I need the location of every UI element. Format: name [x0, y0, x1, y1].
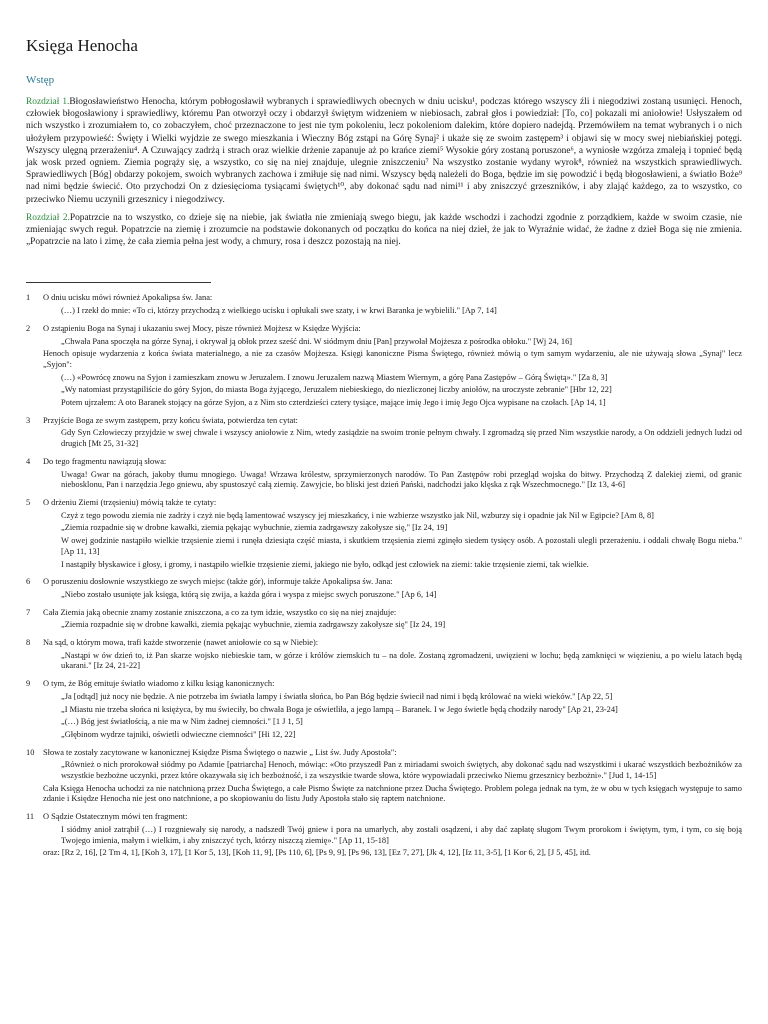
- footnote-quote: „Wy natomiast przystąpiliście do góry Syjon, do miasta Boga żyjącego, Jeruzalem niebieskiego, do niezliczonej liczby aniołów, na uroczyste zebranie" [Hbr 12, 22]: [61, 385, 612, 395]
- footnote-number: 4: [26, 456, 31, 466]
- footnote-body: [43, 638, 742, 674]
- footnote: [26, 324, 742, 411]
- footnotes: [26, 293, 742, 861]
- footnote-intro: O dniu ucisku mówi również Apokalipsa św. Jana:: [43, 293, 213, 303]
- footnote-quote: Czyż z tego powodu ziemia nie zadrży i czyż nie będą lamentować wszyscy jej mieszkańcy, i nie wzbierze wszystko jak Nil, wzburzy się i opadnie jak Nil w Egipcie? [Am 8, 8]: [61, 510, 654, 520]
- footnote-intro: O tym, że Bóg emituje światło wiadomo z kilku ksiąg kanonicznych:: [43, 679, 275, 689]
- footnote-number: 8: [26, 638, 31, 648]
- chapter-paragraph: [26, 96, 742, 206]
- footnote-quote: „Również o nich prorokował siódmy po Adamie [patriarcha] Henoch, mówiąc: «Oto przyszedł Pan z miriadami swoich świętych, aby dokonać sądu nad wszystkimi i ukarać wszystkich bezbożników za wszystkie bezbożne uczynki, przez które okazywała się ich bezbożność, i za wszystkie twarde słowa, które wypowiadali przeciwko Niemu grzesznicy bezbożni»." [Jud 1, 14-15]: [61, 760, 742, 781]
- chapter-text: Błogosławieństwo Henocha, którym pobłogosławił wybranych i sprawiedliwych obecnych w dniu ucisku¹, podczas którego wszyscy źli i niegodziwi zostaną usunięci. Henoch, człowiek błogosławiony i sprawiedliwy, któremu Pan otworzył oczy i obdarzył świętym widzeniem w niebiosach, zabrał głos i powiedział: [To, co] pokazali mi aniołowie! Usłyszałem od nich wszystko i zrozumiałem to, co zobaczyłem, choć przeznaczone to jest nie tym pokoleniu, lecz pokoleniom dalekim, które dopiero nadejdą. Przemówiłem na temat wybranych i o nich ułożyłem przypowieść: Święty i Wielki wyjdzie ze swego mieszkania i Wieczny Bóg zstąpi na Górę Synaj² i ukaże się ze swoim zastępem³ i objawi się w mocy swej niebiańskiej potęgi. Wszyscy ulęgną przerażeniu⁴. A Czuwający zadrżą i strach oraz wielkie drżenie zapanuje aż po krańce ziemi⁵ Wysokie góry zostaną poruszone⁶, a wyniosłe wzgórza zmaleją i topnieć będą jak wosk przed ogniem. Ziemia pogrąży się, a wszystko, co się na niej znajduje, ulegnie zniszczeniu⁷ Na wszystko zostanie wydany wyrok⁸, również na wszystkich sprawiedliwych. Sprawiedliwych [Bóg] obdarzy pokojem, swoich wybranych zachowa i zmiłuje się nad nimi. Wszyscy będą należeli do Boga, będzie im się powodzić i będą błogosławieni, a światło Boże⁹ nad nimi będzie świecić. Oto przychodzi On z dziesięcioma tysiącami świętych¹⁰, aby dokonać sądu nad nimi¹¹ i aby zniszczyć grzeszników, i aby zlająć każdego, za to wszystko, co przeciwko Niemu uczynili grzesznicy i niegodziwcy.: [26, 97, 742, 205]
- footnote-body: [43, 679, 742, 743]
- footnote-number: 7: [26, 607, 31, 617]
- footnote-body: [43, 293, 742, 318]
- footnote-quote: „Nastąpi w ów dzień to, iż Pan skarze wojsko niebieskie tam, w górze i królów ziemskich tu – na dole. Zostaną zgromadzeni, uwięzieni w lochu; będą zamknięci w więzieniu, a po wielu latach będą ukarani." [Iz 24, 21-22]: [61, 650, 742, 671]
- footnote-quote: „Chwała Pana spoczęła na górze Synaj, i okrywał ją obłok przez sześć dni. W siódmym dniu [Pan] przywołał Mojżesza z pośrodka obłoku." [Wj 24, 16]: [61, 336, 573, 346]
- footnote-body: [43, 577, 742, 602]
- footnote-intro: O zstąpieniu Boga na Synaj i ukazaniu swej Mocy, pisze również Mojżesz w Księdze Wyjścia:: [43, 323, 361, 333]
- footnote: [26, 457, 742, 493]
- document-title: Księga Henocha: [26, 36, 138, 55]
- footnote-para: Cała Księga Henocha uchodzi za nie natchnioną przez Ducha Świętego, a całe Pismo Święte za natchnione przez Ducha Świętego. Problem polega jednak na tym, że w obu w tych księgach występuje to samo zdanie i Księdze Henocha nie jest ono natchnione, a po skopiowaniu do listu Judy Apostoła stało się raptem natchnione.: [43, 783, 742, 804]
- footnote-quote: „Niebo zostało usunięte jak księga, którą się zwija, a każda góra i wyspa z miejsc swych poruszone." [Ap 6, 14]: [61, 589, 437, 599]
- footnote-intro: Do tego fragmentu nawiązują słowa:: [43, 456, 167, 466]
- chapters: [26, 96, 742, 248]
- footnote-quote: Uwaga! Gwar na górach, jakoby tłumu mnogiego. Uwaga! Wrzawa królestw, sprzymierzonych narodów. To Pan Zastępów robi przegląd wojska do bitwy. Przychodzą Z dalekiej ziemi, od granic niebosklonu, Pan i narzędzia Jego gniewu, aby spustoszyć całą ziemię. Zawyjcie, bo bliski jest dzień Pański, nadchodzi jako klęska z rąk Wszechmocnego." [Iz 13, 4-6]: [61, 469, 742, 490]
- footnote-number: 1: [26, 293, 31, 303]
- footnote-quote: Potem ujrzałem: A oto Baranek stojący na górze Syjon, a z Nim sto czterdzieści cztery tysiące, mające imię Jego i imię Jego Ojca wypisane na czołach. [Ap 14, 1]: [61, 398, 606, 408]
- footnote-number: 5: [26, 497, 31, 507]
- footnote-quote: „(…) Bóg jest światłością, a nie ma w Nim żadnej ciemności." [1 J 1, 5]: [61, 717, 303, 727]
- chapter-text: Popatrzcie na to wszystko, co dzieje się na niebie, jak światła nie zmieniają swego biegu, jak każde wschodzi i zachodzi zgodnie z porządkiem, każde w swoim czasie, nie zmieniając swych reguł. Popatrzcie na ziemię i zrozumcie na podstawie dokonanych od początku do końca na niej dzieł, że jak to Wyraźnie widać, że żadne z dzieł Boga się nie zmienia. „Popatrzcie na lato i zimę, że cała ziemia pełna jest wody, a chmury, rosa i deszcz pozostają na niej.: [26, 212, 742, 248]
- footnote-para: oraz: [Rz 2, 16], [2 Tm 4, 1], [Koh 3, 17], [1 Kor 5, 13], [Koh 11, 9], [Ps 110, 6], [Ps 9, 9], [Ps 96, 13], [Ez 7, 27], [Jk 4, 12], [Iz 11, 3-5], [1 Kor 6, 2], [J 5, 45], itd.: [43, 848, 591, 858]
- footnote-intro: Cała Ziemia jaką obecnie znamy zostanie zniszczona, a co za tym idzie, wszystko co się na niej znajduje:: [43, 607, 397, 617]
- footnote-intro: Słowa te zostały zacytowane w kanonicznej Księdze Pisma Świętego o nazwie „ List św. Judy Apostoła":: [43, 747, 397, 757]
- footnote-para: Henoch opisuje wydarzenia z końca świata materialnego, a nie za czasów Mojżesza. Księgi kanoniczne Pisma Świętego, również mówią o tym samym wydarzeniu, ale nie używają słowa „Synaj" lecz „Syjon":: [43, 349, 742, 369]
- footnote-number: 2: [26, 323, 31, 333]
- footnote-quote: „Ja [odtąd] już nocy nie będzie. A nie potrzeba im światła lampy i światła słońca, bo Pan Bóg będzie świecił nad nimi i będą królować na wieki wieków." [Ap 22, 5]: [61, 691, 613, 701]
- footnote-number: 9: [26, 679, 31, 689]
- footnote-intro: O poruszeniu dosłownie wszystkiego ze swych miejsc (także gór), informuje także Apokalipsa św. Jana:: [43, 577, 393, 587]
- footnote-quote: (…) I rzekł do mnie: «To ci, którzy przychodzą z wielkiego ucisku i opłukali swe szaty, i w krwi Baranka je wybielili." [Ap 7, 14]: [61, 306, 497, 316]
- footnote: [26, 679, 742, 743]
- footnote-body: [43, 608, 742, 633]
- footnote-quote: „Głębinom wydrze tajniki, oświetli odwieczne ciemności" [Hi 12, 22]: [61, 729, 296, 739]
- footnote-intro: O drżeniu Ziemi (trzęsieniu) mówią także te cytaty:: [43, 497, 217, 507]
- footnote-body: [43, 498, 742, 572]
- footnote-quote: (…) «Powrócę znowu na Syjon i zamieszkam znowu w Jeruzalem. I znowu Jeruzalem nazwą Miastem Wiernym, a górę Pana Zastępów – Górą Świętą»." [Za 8, 3]: [61, 372, 608, 382]
- footnote-intro: O Sądzie Ostatecznym mówi ten fragment:: [43, 812, 188, 822]
- footnote: [26, 416, 742, 452]
- footnote-divider: [26, 282, 211, 283]
- footnote-quote: „I Miastu nie trzeba słońca ni księżyca, by mu świeciły, bo chwała Boga je oświetliła, a jego lampą – Baranek. I w Jego świetle będą chodziły narody" [Ap 21, 23-24]: [61, 704, 618, 714]
- footnote: [26, 748, 742, 808]
- footnote-number: 11: [26, 812, 35, 822]
- chapter-paragraph: [26, 212, 742, 249]
- footnote-quote: „Ziemia rozpadnie się w drobne kawałki, ziemia pękając wybuchnie, ziemia zadrgawszy zakołysze się" [Iz 24, 19]: [61, 620, 446, 630]
- footnote-quote: W owej godzinie nastąpiło wielkie trzęsienie ziemi i runęła dziesiąta część miasta, i skutkiem trzęsienia ziemi zginęło siedem tysięcy osób. A pozostali ulegli przerażeniu. i oddali chwałę Bogu nieba." [Ap 11, 13]: [61, 536, 742, 556]
- footnote-body: [43, 457, 742, 493]
- footnote-quote: I siódmy anioł zatrąbił (…) I rozgniewały się narody, a nadszedł Twój gniew i pora na umarłych, aby zostali osądzeni, i aby dać zapłatę sługom Twym prorokom i świętym, tym, i tym, co się boją Twojego imienia, małym i wielkim, i aby zniszczyć tych, którzy niszczą ziemię»." [Ap 11, 15-18]: [61, 824, 742, 845]
- footnote-body: [43, 748, 742, 808]
- footnote-number: 10: [26, 747, 35, 757]
- footnote-intro: Przyjście Boga ze swym zastępem, przy końcu świata, potwierdza ten cytat:: [43, 415, 298, 425]
- footnote-body: [43, 324, 742, 411]
- section-heading: Wstęp: [26, 74, 55, 86]
- footnote-number: 3: [26, 415, 31, 425]
- chapter-label: Rozdział 2.: [26, 212, 70, 223]
- footnote: [26, 577, 742, 602]
- footnote-quote: „Ziemia rozpadnie się w drobne kawałki, ziemia pękając wybuchnie, ziemia zadrgawszy zakołysze się," [Iz 24, 19]: [61, 523, 448, 533]
- footnote: [26, 812, 742, 861]
- footnote: [26, 608, 742, 633]
- footnote: [26, 498, 742, 572]
- footnote-quote: Gdy Syn Człowieczy przyjdzie w swej chwale i wszyscy aniołowie z Nim, wtedy zasiądzie na swoim tronie pełnym chwały. I zgromadzą się przed Nim wszystkie narody, a On oddzieli jednych ludzi od drugich [Mt 25, 31-32]: [61, 428, 742, 449]
- footnote-number: 6: [26, 577, 31, 587]
- footnote: [26, 638, 742, 674]
- footnote-quote: I nastąpiły błyskawice i głosy, i gromy, i nastąpiło wielkie trzęsienie ziemi, jakiego nie było, odkąd jest człowiek na ziemi: takie trzęsienie ziemi, tak wielkie.: [61, 559, 589, 569]
- footnote-body: [43, 416, 742, 452]
- footnote-intro: Na sąd, o którym mowa, trafi każde stworzenie (nawet aniołowie co są w Niebie):: [43, 638, 319, 648]
- footnote-body: [43, 812, 742, 861]
- chapter-label: Rozdział 1.: [26, 97, 70, 107]
- footnote: [26, 293, 742, 318]
